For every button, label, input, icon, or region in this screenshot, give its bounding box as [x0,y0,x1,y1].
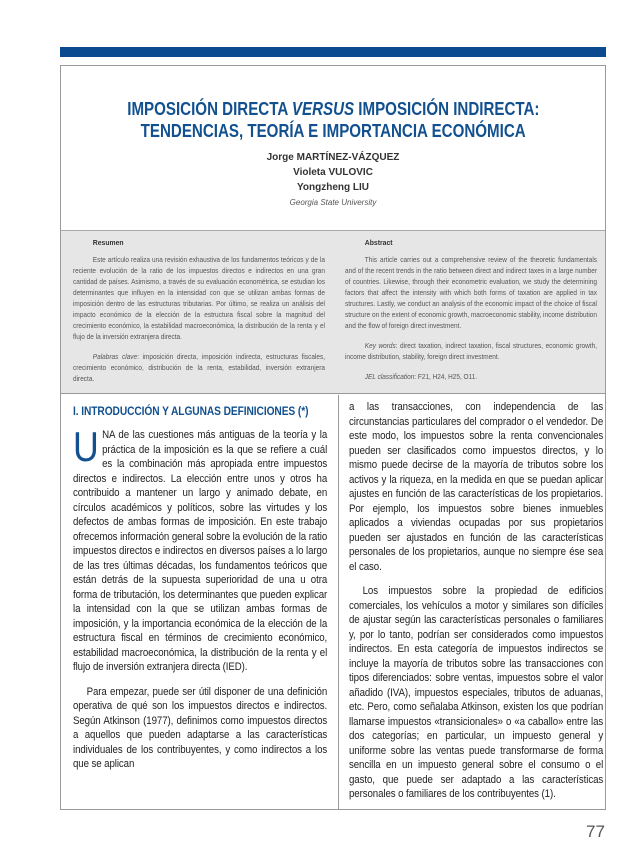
jel-text: : F21, H24, H25, O11. [414,372,478,381]
authors [61,150,605,195]
page-number: 77 [586,822,605,841]
abstract-text: This article carries out a comprehensive review of the theoretic fundamentals and of the recent trends in the ratio between direct and indirect taxes in a large number of countries. Likewise, through their econometric evaluation, we study the determining factors that affect the intensity with which both forms of taxation are applied in tax structures. Lastly, we conduct an analysis of the economic impact of the choice of fiscal structure on the extent of economic growth, macroeconomic stability, income distribution and the flow of foreign direct investment. [345,255,597,330]
article-header [61,66,605,230]
paragraph: a las transacciones, con independencia de las circunstancias particulares del comprador o el vendedor. De este modo, los impuestos sobre la renta convencionales pueden ser clasificados como impuestos directos, y lo mismo puede decirse de la mayoría de tributos sobre los activos y la riqueza, en la medida en que se puedan aplicar ajustes en función de las características de los propietarios. Por ejemplo, los impuestos sobre bienes inmuebles aplicados a viviendas ocupadas por sus propietarios pueden ser ajustados en función de las características personales de los propietarios, aunque no siempre ése sea el caso. [349,401,604,573]
paragraph-text: NA de las cuestiones más antiguas de la teoría y la práctica de la imposición es la que se refiere a cuál es la combinación más apropiada entre impuestos directos e indirectos. La elección entre unos y otros ha contribuido a mantener un largo y animado debate, en círculos académicos y políticos, sobre las virtudes y los defectos de ambas formas de imposición. En este trabajo ofrecemos información general sobre la evolución de la ratio impuestos directos e indirectos en diversos países a lo largo de las tres últimas décadas, los fundamentos teóricos que están detrás de la supuesta superioridad de una u otra forma de tributación, los determinantes que pueden explicar la intensidad con la que se utilizan ambas formas de imposición, y la importancia económica de la elección de la estructura fiscal en términos de crecimiento económico, estabilidad macroeconómica, la distribución de la renta y el flujo de inversión extranjera directa (IED). [73,429,328,673]
paragraph [73,423,328,675]
abstract-keywords [345,340,597,362]
paragraph: Los impuestos sobre la propiedad de edificios comerciales, los vehículos a motor y similares son difíciles de ajustar según las características personales o familiares y, por lo tanto, podrían ser considerados como impuestos indirectos. En esta categoría de impuestos indirectos se incluye la mayoría de tributos sobre las transacciones con tipos diferenciados: sobre ventas, impuestos sobre el valor añadido (IVA), impuestos especiales, tributos de aduanas, etc. Pero, como señalaba Atkinson, existen los que podrían llamarse impuestos «transicionales» o «a caballo» entre las dos categorías; en particular, un impuesto general y uniforme sobre las ventas puede transformarse de forma sencilla en un impuesto general sobre el consumo o el gasto, que puede ser adaptado a las características personales o familiares de los contribuyentes (1). [349,585,604,800]
resumen-heading: Resumen [92,238,124,247]
title-line1 [127,98,539,120]
jel-label: JEL classification [364,372,415,381]
section-heading: I. INTRODUCCIÓN Y ALGUNAS DEFINICIONES (*) [73,404,309,418]
article-title [61,98,605,142]
kw-text: : direct taxation, indirect taxation, fiscal structures, economic growth, income distribution, stability, foreign direct investment. [345,341,597,361]
author: Yongzheng LIU [296,182,370,193]
resumen-keywords [73,351,325,384]
resumen-text: Este artículo realiza una revisión exhaustiva de los fundamentos teóricos y de la reciente evolución de la ratio de los impuestos directos e indirectos en una gran cantidad de países. Asimismo, a través de su evaluación econométrica, se estudian los determinantes que influyen en la intensidad con que se utilizan ambas formas de imposición dentro de las estructuras tributarias. Por último, se realiza un análisis del impacto económico de la elección de la estructura fiscal sobre la magnitud del crecimiento económico, la estabilidad macroeconómica, la distribución de la renta y el flujo de la inversión extranjera directa. [73,255,325,341]
abstract-box [61,230,605,394]
author: Jorge MARTÍNEZ-VÁZQUEZ [266,152,400,163]
header-bar [60,47,606,57]
abstract [345,237,597,391]
kw-label: Key words [364,341,396,350]
left-column [73,404,327,782]
right-column [349,400,603,812]
abstract-heading: Abstract [364,238,393,247]
drop-cap: U [73,423,99,470]
column-divider [338,395,339,809]
paragraph: Para empezar, puede ser útil disponer de una definición operativa de qué son los impuestos directos e indirectos. Según Atkinson (1977), definimos como impuestos directos a aquellos que pueden adaptarse a las características individuales de los contribuyentes, y como indirectos a los que se aplican [73,685,328,770]
resumen [73,237,325,393]
kw-text: : imposición directa, imposición indirecta, estructuras fiscales, crecimiento económico, distribución de la renta, estabilidad, inversión extranjera directa. [73,352,325,383]
title-italic: VERSUS [291,99,354,119]
author: Violeta VULOVIC [293,167,373,178]
title-part: IMPOSICIÓN INDIRECTA: [353,99,540,119]
title-line2: TENDENCIAS, TEORÍA E IMPORTANCIA ECONÓMICA [140,121,526,141]
title-part: IMPOSICIÓN DIRECTA [126,99,292,119]
kw-label: Palabras clave [92,352,138,361]
affiliation: Georgia State University [289,198,377,207]
article-frame [60,65,606,810]
jel-classification [345,371,597,382]
